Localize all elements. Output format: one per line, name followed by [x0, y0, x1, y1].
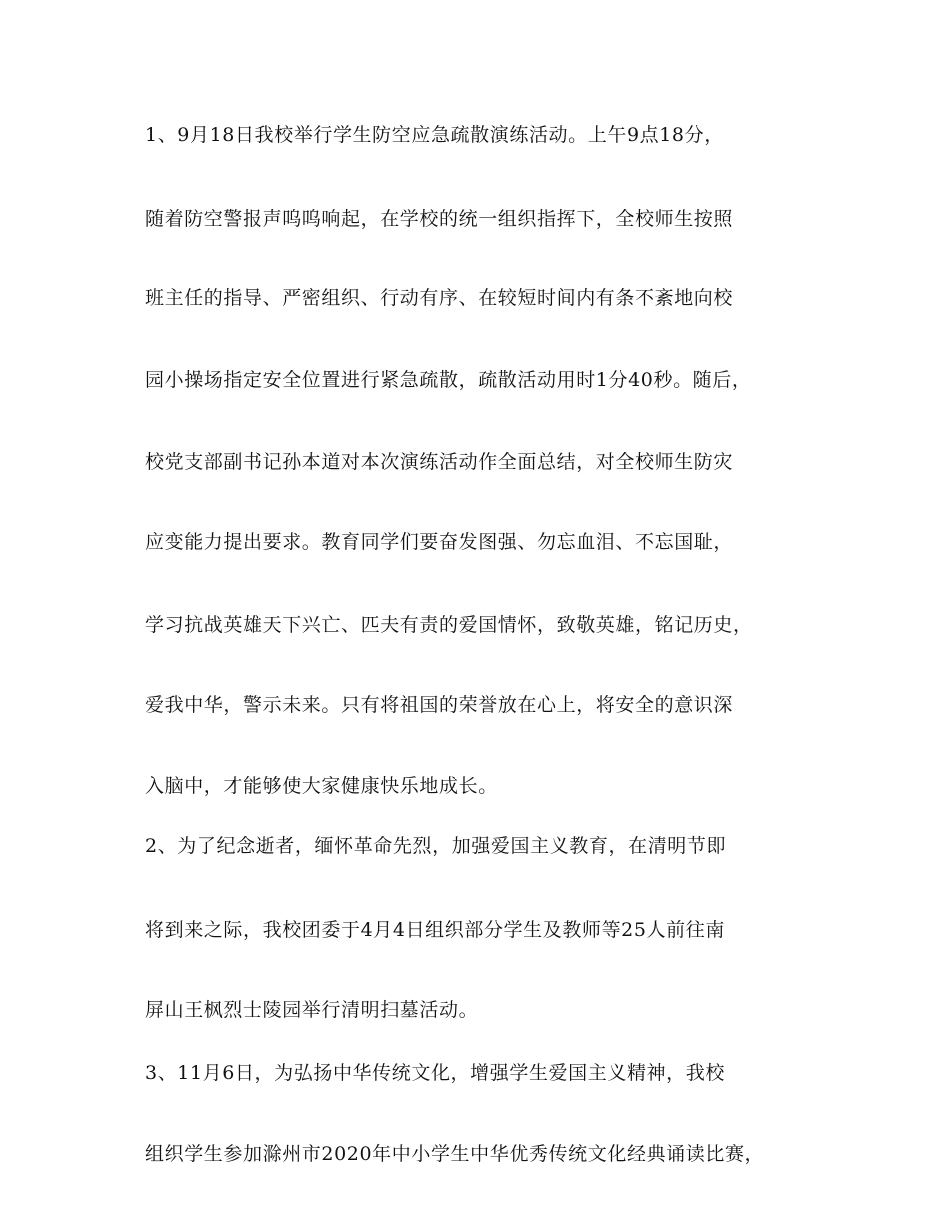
paragraph-1-line-1: 1、9月18日我校举行学生防空应急疏散演练活动。上午9点18分， [145, 124, 724, 146]
paragraph-2-line-3: 屏山王枫烈士陵园举行清明扫墓活动。 [145, 999, 479, 1021]
paragraph-2-line-1: 2、为了纪念逝者，缅怀革命先烈，加强爱国主义教育，在清明节即 [145, 835, 727, 857]
paragraph-1-line-9: 入脑中，才能够使大家健康快乐地成长。 [145, 775, 498, 797]
paragraph-1-line-6: 应变能力提出要求。教育同学们要奋发图强、勿忘血泪、不忘国耻， [145, 531, 734, 553]
paragraph-1-line-7: 学习抗战英雄天下兴亡、匹夫有责的爱国情怀，致敬英雄，铭记历史， [145, 614, 753, 636]
paragraph-1-line-4: 园小操场指定安全位置进行紧急疏散，疏散活动用时1分40秒。随后， [145, 369, 752, 391]
paragraph-3-line-1: 3、11月6日，为弘扬中华传统文化，增强学生爱国主义精神，我校 [145, 1062, 725, 1084]
paragraph-2-line-2: 将到来之际，我校团委于4月4日组织部分学生及教师等25人前往南 [145, 919, 725, 941]
paragraph-1-line-3: 班主任的指导、严密组织、行动有序、在较短时间内有条不紊地向校 [145, 287, 734, 309]
paragraph-1-line-8: 爱我中华，警示未来。只有将祖国的荣誉放在心上，将安全的意识深 [145, 694, 734, 716]
paragraph-1-line-5: 校党支部副书记孙本道对本次演练活动作全面总结，对全校师生防灾 [145, 451, 734, 473]
paragraph-3-line-2: 组织学生参加滁州市2020年中小学生中华优秀传统文化经典诵读比赛， [145, 1143, 765, 1165]
paragraph-1-line-2: 随着防空警报声呜呜响起，在学校的统一组织指挥下，全校师生按照 [145, 208, 734, 230]
